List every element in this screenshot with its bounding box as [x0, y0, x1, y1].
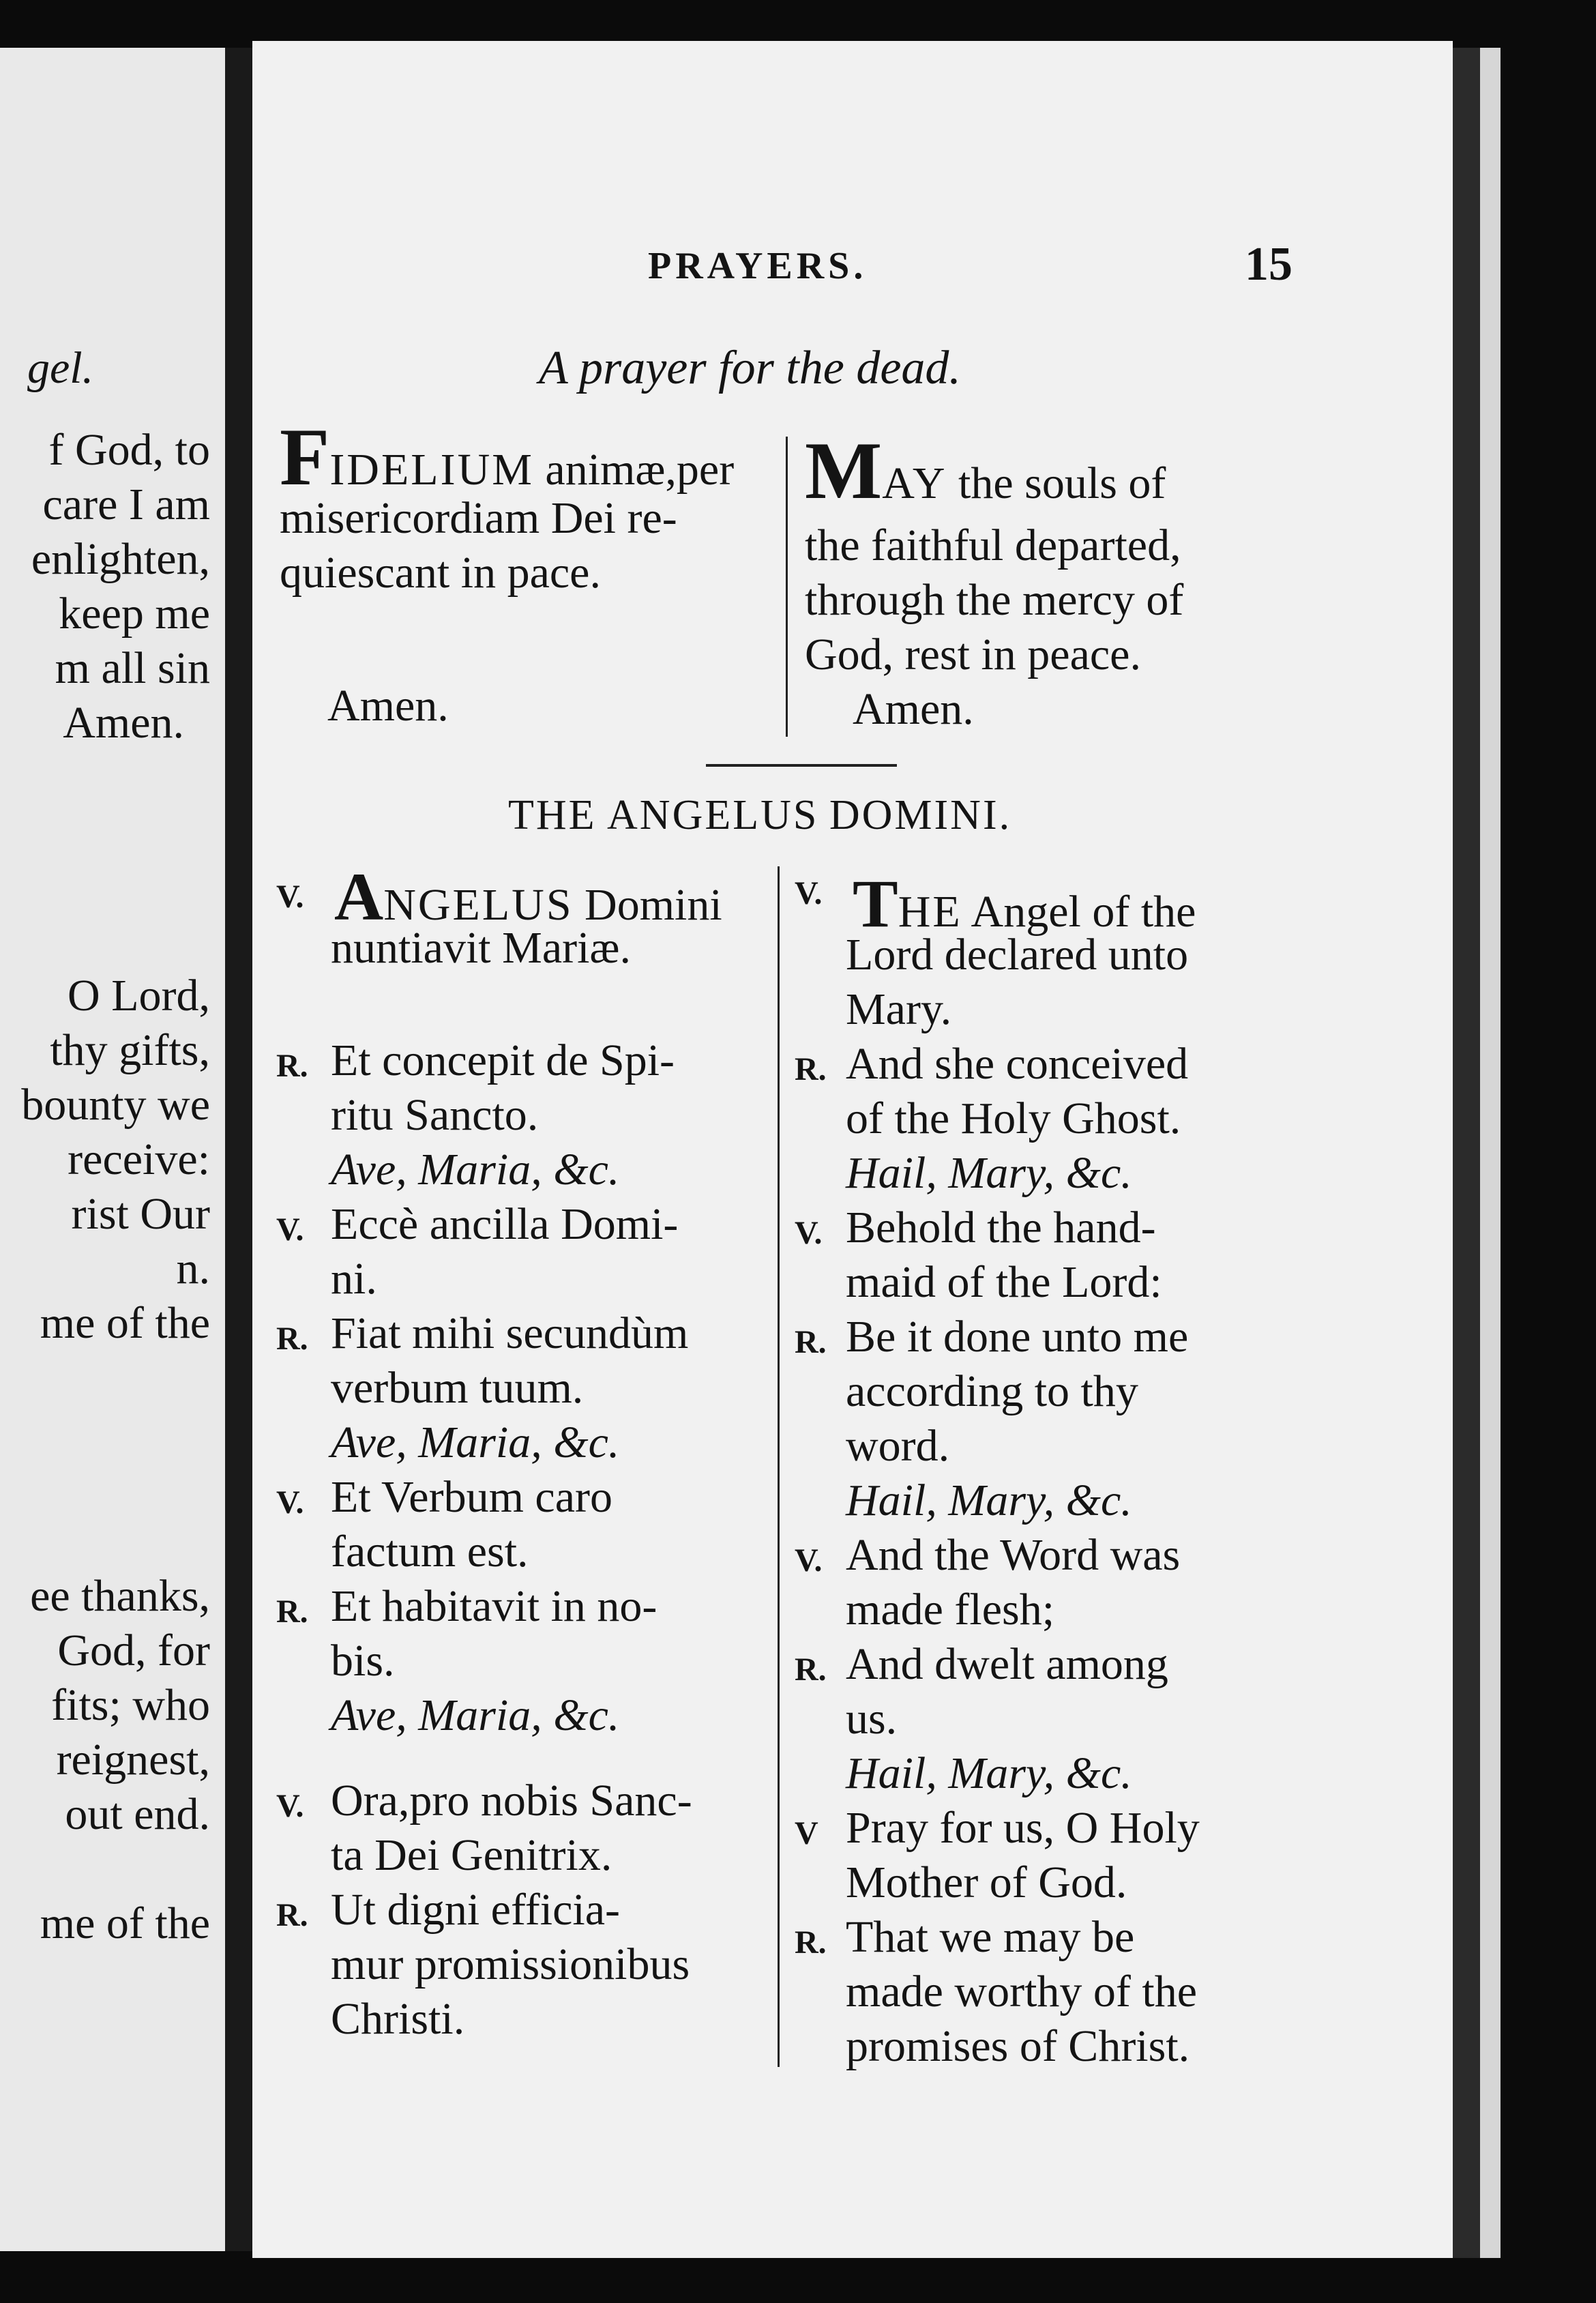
running-head: PRAYERS. [648, 245, 868, 287]
smallcaps-word: HE [898, 887, 962, 937]
line-rest: animæ,per [533, 445, 735, 495]
left-page-line: keep me [59, 589, 210, 639]
verse-marker: V. [795, 1542, 823, 1579]
angelus-title-word: ANGELUS [607, 792, 819, 838]
text-line: ritu Sancto. [331, 1090, 539, 1140]
text-line: promises of Christ. [846, 2021, 1190, 2071]
dropcap: M [805, 425, 883, 516]
column-rule [778, 866, 780, 2067]
text-line: through the mercy of [805, 575, 1184, 625]
latin-first-line [280, 411, 735, 502]
verse-marker: V [795, 1815, 818, 1851]
text-line: And she conceived [846, 1039, 1189, 1089]
verse-marker: V. [795, 875, 823, 911]
text-line: maid of the Lord: [846, 1257, 1162, 1307]
response-line: Ave, Maria, &c. [331, 1145, 620, 1194]
smallcaps-word: AY [882, 458, 947, 508]
text-line: Et habitavit in no- [331, 1581, 657, 1631]
left-page-line: O Lord, [68, 971, 210, 1021]
text-line: Ut digni efficia- [331, 1885, 620, 1935]
text-line: word. [846, 1421, 950, 1471]
column-rule [786, 437, 788, 737]
line-rest: Angel of the [962, 887, 1196, 937]
text-line: of the Holy Ghost. [846, 1094, 1181, 1143]
text-line: nuntiavit Mariæ. [331, 923, 631, 973]
amen: Amen. [327, 681, 449, 731]
verse-marker: R. [276, 1897, 308, 1933]
page-edge-dark [1453, 48, 1480, 2258]
verse-marker: R. [795, 1652, 827, 1688]
left-page-line: reignest, [56, 1735, 210, 1785]
smallcaps-word: NGELUS [383, 880, 574, 930]
left-page-line: gel. [27, 343, 94, 393]
text-line: us. [846, 1694, 898, 1744]
verse-marker: R. [795, 1924, 827, 1961]
text-line: made worthy of the [846, 1967, 1198, 2016]
verse-marker: R. [795, 1324, 827, 1360]
smallcaps-word: IDELIUM [329, 445, 534, 495]
text-line: misericordiam Dei re- [280, 493, 677, 543]
left-page-line: care I am [42, 480, 210, 529]
left-page-line: n. [176, 1244, 210, 1293]
section-rule [706, 764, 897, 767]
response-line: Hail, Mary, &c. [846, 1476, 1132, 1525]
text-line: according to thy [846, 1366, 1138, 1416]
text-line: And the Word was [846, 1530, 1181, 1580]
left-page-line: me of the [40, 1298, 210, 1348]
response-line: Ave, Maria, &c. [331, 1690, 620, 1740]
verse-marker: R. [276, 1594, 308, 1630]
angelus-title-word: THE [508, 792, 597, 838]
text-line: made flesh; [846, 1585, 1055, 1634]
left-page-line: thy gifts, [50, 1025, 210, 1075]
left-page-line: receive: [68, 1134, 210, 1184]
text-line: God, rest in peace. [805, 630, 1141, 679]
left-page [0, 48, 225, 2251]
left-page-line: fits; who [51, 1680, 210, 1730]
text-line: Ora,pro nobis Sanc- [331, 1776, 692, 1825]
page-number: 15 [1245, 238, 1292, 291]
prayer-title: A prayer for the dead. [539, 342, 961, 394]
verse-marker: V. [276, 879, 304, 915]
left-page-line: Amen. [63, 698, 184, 748]
left-page-line: out end. [65, 1789, 210, 1839]
response-line: Ave, Maria, &c. [331, 1418, 620, 1467]
text-line: quiescant in pace. [280, 548, 601, 598]
text-line: Be it done unto me [846, 1312, 1189, 1362]
text-line: Mary. [846, 984, 952, 1034]
right-page [252, 41, 1453, 2258]
text-line: ni. [331, 1254, 377, 1304]
response-line: Hail, Mary, &c. [846, 1748, 1132, 1798]
text-line: bis. [331, 1636, 395, 1686]
text-line: Fiat mihi secundùm [331, 1308, 689, 1358]
text-line: That we may be [846, 1912, 1135, 1962]
text-line: Et concepit de Spi- [331, 1036, 675, 1085]
verse-marker: V. [276, 1484, 304, 1521]
text-line: Pray for us, O Holy [846, 1803, 1200, 1853]
left-page-line: bounty we [21, 1080, 210, 1130]
text-line: Et Verbum caro [331, 1472, 612, 1522]
left-page-line: me of the [40, 1898, 210, 1948]
dropcap: T [853, 866, 898, 941]
left-page-line: f God, to [48, 425, 210, 475]
angelus-title-word: DOMINI. [829, 792, 1012, 838]
page-edge-light [1480, 48, 1501, 2258]
text-line: the faithful departed, [805, 520, 1181, 570]
text-line: And dwelt among [846, 1639, 1168, 1689]
verse-marker: V. [795, 1215, 823, 1251]
english-first-line [805, 425, 1166, 516]
text-line: mur promissionibus [331, 1939, 690, 1989]
amen: Amen. [853, 684, 974, 734]
book-gutter [225, 48, 252, 2251]
left-page-line: m all sin [55, 643, 210, 693]
left-page-line: rist Our [71, 1189, 210, 1239]
left-page-line: God, for [57, 1626, 210, 1675]
verse-marker: R. [276, 1321, 308, 1357]
verse-marker: V. [276, 1212, 304, 1248]
text-line: Eccè ancilla Domi- [331, 1199, 679, 1249]
verse-marker: R. [795, 1051, 827, 1087]
text-line: Mother of God. [846, 1858, 1127, 1907]
dropcap: A [334, 859, 384, 935]
text-line: ta Dei Genitrix. [331, 1830, 612, 1880]
left-page-line: ee thanks, [30, 1571, 210, 1621]
left-page-line: enlighten, [31, 534, 210, 584]
verse-marker: R. [276, 1048, 308, 1084]
verse-marker: V. [276, 1788, 304, 1824]
text-line: verbum tuum. [331, 1363, 584, 1413]
text-line: Behold the hand- [846, 1203, 1156, 1252]
angelus-title [508, 788, 1011, 842]
dropcap: F [280, 411, 330, 502]
text-line: Lord declared unto [846, 930, 1189, 980]
text-line: factum est. [331, 1527, 529, 1576]
response-line: Hail, Mary, &c. [846, 1148, 1132, 1198]
text-line: Christi. [331, 1994, 465, 2044]
line-rest: the souls of [947, 458, 1166, 508]
line-rest: Domini [573, 880, 722, 930]
